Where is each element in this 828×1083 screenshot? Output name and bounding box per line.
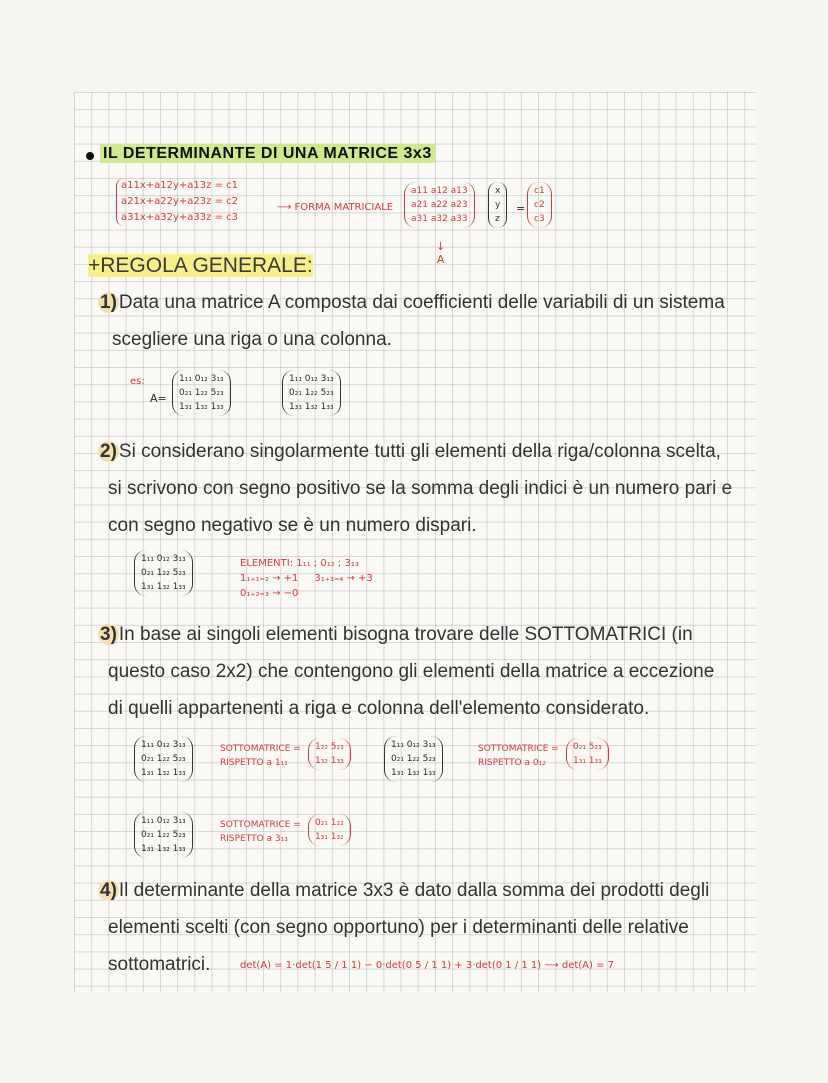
step-2-matrix: 1₁₁ 0₁₂ 3₁₃ 0₂₁ 1₂₂ 5₂₃ 1₃₁ 1₃₂ 1₃₃	[134, 550, 193, 596]
example-matrix-1: 1₁₁ 0₁₂ 3₁₃ 0₂₁ 1₂₂ 5₂₃ 1₃₁ 1₃₂ 1₃₃	[172, 370, 231, 416]
submatrix-3-label: SOTTOMATRICE = RISPETTO a 3₁₃	[220, 820, 301, 844]
matrix-A-eq: A=	[150, 392, 167, 405]
sub-matrix-source-3: 1₁₁ 0₁₂ 3₁₃ 0₂₁ 1₂₂ 5₂₃ 1₃₁ 1₃₂ 1₃₃	[134, 812, 193, 858]
sub-matrix-source-2: 1₁₁ 0₁₂ 3₁₃ 0₂₁ 1₂₂ 5₂₃ 1₃₁ 1₃₂ 1₃₃	[384, 736, 443, 782]
equation-system	[116, 178, 238, 226]
sub-matrix-source-1: 1₁₁ 0₁₂ 3₁₃ 0₂₁ 1₂₂ 5₂₃ 1₃₁ 1₃₂ 1₃₃	[134, 736, 193, 782]
submatrix-1-label: SOTTOMATRICE = RISPETTO a 1₁₁	[220, 744, 301, 768]
constants-vector: c1 c2 c3	[527, 182, 552, 228]
step-2-text: 2) Si considerano singolarmente tutti gli elementi della riga/colonna scelta, si scrivono con segno positivo se la somma degli indici è un numero pari e con segno negativo se è un numero dispari.	[100, 441, 733, 536]
matrix-form-label: ⟶ FORMA MATRICIALE	[277, 202, 394, 213]
example-matrix-2: 1₁₁ 0₁₂ 3₁₃ 0₂₁ 1₂₂ 5₂₃ 1₃₁ 1₃₂ 1₃₃	[282, 370, 341, 416]
page-title	[100, 145, 435, 163]
bullet	[86, 152, 94, 160]
step-4-text: 4) Il determinante della matrice 3x3 è dato dalla somma dei prodotti degli elementi scelti (con segno opportuno) per i determinanti delle relative sottomatrici.	[100, 880, 710, 975]
submatrix-1: 1₂₂ 5₂₃ 1₃₂ 1₃₃	[308, 738, 351, 770]
equals-sign: =	[516, 202, 526, 215]
elements-signs: ELEMENTI: 1₁₁ ; 0₁₂ ; 3₁₃ 1₁₊₁₌₂ → +1 3₁₊₃₌₄ → +3 0₁₊₂₌₃ → −0	[240, 558, 373, 599]
section-subtitle: +REGOLA GENERALE:	[88, 254, 313, 277]
equation-2: a21x+a22y+a23z = c2	[121, 196, 238, 207]
submatrix-3: 0₂₁ 1₂₂ 1₃₁ 1₃₂	[308, 814, 351, 846]
coefficient-matrix: a11 a12 a13 a21 a22 a23 a31 a32 a33	[404, 182, 475, 228]
determinant-formula: det(A) = 1·det(1 5 / 1 1) − 0·det(0 5 / 1 1) + 3·det(0 1 / 1 1) ⟶ det(A) = 7	[240, 960, 615, 971]
step-1-text: 1) Data una matrice A composta dai coefficienti delle variabili di un sistema scegliere una riga o una colonna.	[100, 292, 725, 350]
equation-3: a31x+a32y+a33z = c3	[121, 212, 238, 223]
submatrix-2: 0₂₁ 5₂₃ 1₃₁ 1₃₃	[566, 738, 609, 770]
step-3-text: 3) In base ai singoli elementi bisogna trovare delle SOTTOMATRICI (in questo caso 2x2) che contengono gli elementi della matrice a eccezione di quelli appartenenti a riga e colonna dell'elemento considerato.	[100, 624, 715, 719]
variable-vector: x y z	[488, 182, 507, 228]
example-label: es:	[130, 376, 145, 387]
equation-1: a11x+a12y+a13z = c1	[121, 180, 238, 191]
matrix-A-label: ↓ A	[436, 240, 446, 266]
title-text: IL DETERMINANTE DI UNA MATRICE 3x3	[100, 144, 435, 163]
submatrix-2-label: SOTTOMATRICE = RISPETTO a 0₁₂	[478, 744, 559, 768]
